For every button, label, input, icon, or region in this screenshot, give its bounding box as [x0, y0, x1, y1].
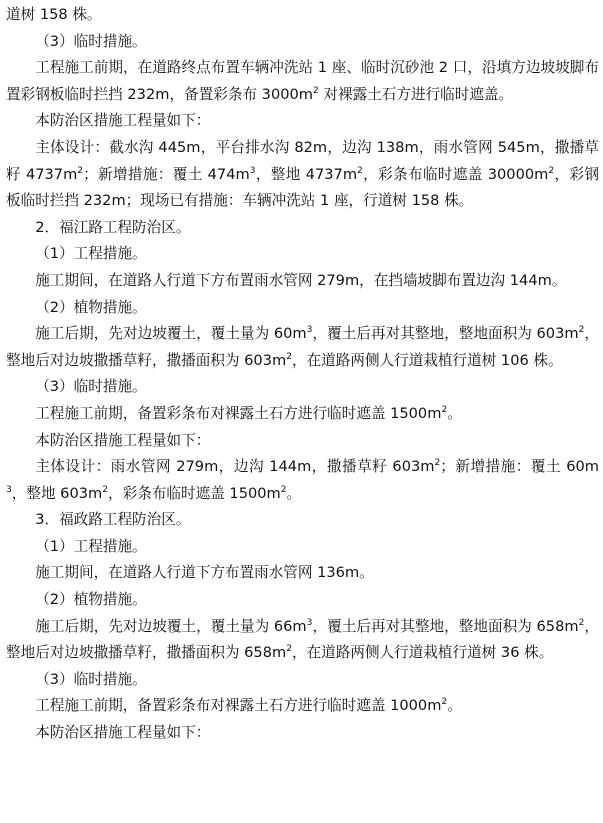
paragraph-plant-measures: 施工后期，先对边坡覆土，覆土量为 $66m^3$，覆土后再对其整地，整地面积为 $658m^2$，整地后对边坡撒播草籽，撒播面积为 $658m^2$，在道路两侧人行道栽植行道树 36 株。: [6, 617, 599, 662]
paragraph-continuation: 道树 158 株。: [6, 6, 102, 23]
paragraph-quantities-intro: 本防治区措施工程量如下：: [35, 724, 211, 742]
paragraph-plant-measures: 施工后期，先对边坡覆土，覆土量为 $60m^3$，覆土后再对其整地，整地面积为 $603m^2$，整地后对边坡撒播草籽，撒播面积为 $603m^2$，在道路两侧人行道栽植行道树 106 株。: [6, 325, 599, 369]
paragraph-quantities-intro: 本防治区措施工程量如下：: [35, 112, 211, 130]
paragraph-quantities-detail: 主体设计：截水沟 445m，平台排水沟 82m，边沟 138m，雨水管网 545m，撒播草籽 $4737m^2$；新增措施：覆土 $474m^3$，整地 $4737m^2$，彩条布临时遮盖 $30000m^2$，彩钢板临时拦挡 232m；现场已有措施：车辆冲洗站 1 座，行道树 158 株。: [6, 138, 599, 210]
heading-temporary-measures: （3）临时措施。: [35, 378, 147, 396]
heading-plant-measures: （2）植物措施。: [35, 591, 147, 609]
heading-temporary-measures: （3）临时措施。: [35, 670, 147, 688]
heading-temporary-measures: （3）临时措施。: [35, 32, 147, 50]
paragraph-engineering-measures: 施工期间，在道路人行道下方布置雨水管网 136m。: [35, 564, 374, 582]
paragraph-quantities-detail: 主体设计：雨水管网 279m，边沟 144m，撒播草籽 $603m^2$；新增措施：覆土 $60m^3$，整地 $603m^2$，彩条布临时遮盖 $1500m^2$。: [6, 458, 599, 502]
heading-plant-measures: （2）植物措施。: [35, 298, 147, 316]
paragraph-temporary-measures: 工程施工前期，备置彩条布对裸露土石方进行临时遮盖 $1000m^2$。: [35, 697, 462, 715]
heading-engineering-measures: （1）工程措施。: [35, 537, 147, 555]
heading-fujiang-road-zone: 2．福江路工程防治区。: [35, 218, 191, 236]
paragraph-temporary-measures: 工程施工前期，备置彩条布对裸露土石方进行临时遮盖 $1500m^2$。: [35, 404, 462, 422]
paragraph-engineering-measures: 施工期间，在道路人行道下方布置雨水管网 279m，在挡墙坡脚布置边沟 144m。: [35, 271, 567, 289]
paragraph-temporary-measures: 工程施工前期，在道路终点布置车辆冲洗站 1 座、临时沉砂池 2 口，沿填方边坡坡脚布置彩钢板临时拦挡 232m，备置彩条布 $3000m^2$ 对裸露土石方进行临时遮盖。: [6, 59, 599, 103]
heading-engineering-measures: （1）工程措施。: [35, 245, 147, 263]
heading-fuzheng-road-zone: 3．福政路工程防治区。: [35, 511, 191, 529]
paragraph-quantities-intro: 本防治区措施工程量如下：: [35, 431, 211, 449]
